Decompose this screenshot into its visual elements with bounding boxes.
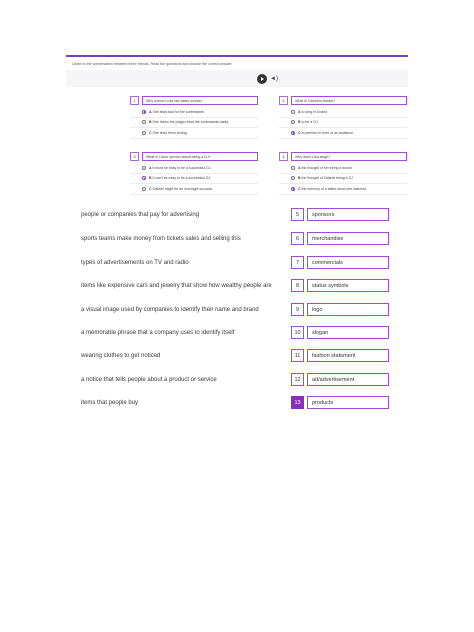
option-c[interactable]: C to perform in front of an audience bbox=[279, 128, 407, 139]
question-number: 3 bbox=[130, 152, 139, 161]
option-c[interactable]: C She finds them boring. bbox=[130, 128, 258, 139]
play-icon[interactable] bbox=[257, 74, 267, 84]
answer-field[interactable]: products bbox=[307, 396, 389, 409]
option-c[interactable]: C the memory of a talent show she watched bbox=[279, 184, 407, 195]
radio-icon[interactable] bbox=[291, 120, 295, 124]
question-number: 1 bbox=[130, 96, 139, 105]
definition-text: a visual image used by companies to identify their name and brand bbox=[81, 307, 259, 313]
question-text: Why does Lisa laugh? bbox=[291, 152, 407, 161]
answer-field[interactable]: slogan bbox=[307, 326, 389, 339]
radio-icon[interactable] bbox=[142, 166, 146, 170]
definition-text: items that people buy bbox=[81, 400, 139, 406]
answer-field[interactable]: sponsors bbox=[307, 208, 389, 221]
radio-selected-icon[interactable] bbox=[291, 131, 295, 135]
radio-icon[interactable] bbox=[142, 131, 146, 135]
item-number: 8 bbox=[291, 279, 304, 292]
match-row bbox=[81, 303, 391, 317]
answer-field[interactable]: ad/advertisement bbox=[307, 373, 389, 386]
question-text: Why doesn't Lisa like talent shows? bbox=[142, 96, 258, 105]
definition-text: types of advertisements on TV and radio bbox=[81, 260, 189, 266]
match-row bbox=[81, 326, 391, 340]
top-divider bbox=[66, 55, 408, 57]
definition-text: a notice that tells people about a product or service bbox=[81, 377, 217, 383]
question-text: What is Lisa's opinion about being a DJ? bbox=[142, 152, 258, 161]
radio-icon[interactable] bbox=[291, 110, 295, 114]
match-row bbox=[81, 349, 391, 363]
definition-text: a memorable phrase that a company uses to identify itself bbox=[81, 330, 235, 336]
match-row bbox=[81, 396, 391, 410]
radio-icon[interactable] bbox=[142, 187, 146, 191]
match-row bbox=[81, 279, 391, 293]
option-a[interactable]: A the thought of her being a doctor bbox=[279, 163, 407, 174]
option-b[interactable]: B the thought of Gabriel being a DJ bbox=[279, 174, 407, 185]
item-number: 7 bbox=[291, 256, 304, 269]
option-b[interactable]: B She thinks the judges treat the contestants badly. bbox=[130, 118, 258, 129]
item-number: 9 bbox=[291, 303, 304, 316]
option-b[interactable]: B to be a DJ bbox=[279, 118, 407, 129]
item-number: 6 bbox=[291, 232, 304, 245]
question-number: 4 bbox=[279, 152, 288, 161]
match-row bbox=[81, 256, 391, 270]
radio-icon[interactable] bbox=[142, 120, 146, 124]
item-number-active: 13 bbox=[291, 396, 304, 409]
definition-text: people or companies that pay for advertising bbox=[81, 212, 200, 218]
answer-field[interactable]: logo bbox=[307, 303, 389, 316]
definition-text: sports teams make money from tickets sales and selling this bbox=[81, 236, 241, 242]
answer-field[interactable]: fashion statement bbox=[307, 349, 389, 362]
radio-selected-icon[interactable] bbox=[142, 110, 146, 114]
question-1 bbox=[130, 96, 258, 139]
radio-selected-icon[interactable] bbox=[291, 187, 295, 191]
definition-text: items like expensive cars and jewelry that show how wealthy people are bbox=[81, 283, 272, 289]
question-3 bbox=[130, 152, 258, 195]
question-2 bbox=[279, 96, 407, 139]
question-text: What is Gabriel's dream? bbox=[291, 96, 407, 105]
radio-selected-icon[interactable] bbox=[142, 176, 146, 180]
radio-icon[interactable] bbox=[291, 176, 295, 180]
option-c[interactable]: C Gabriel might be an overnight success. bbox=[130, 184, 258, 195]
option-a[interactable]: A to sing in a band bbox=[279, 107, 407, 118]
item-number: 12 bbox=[291, 373, 304, 386]
definition-text: wearing clothes to get noticed bbox=[81, 353, 161, 359]
volume-icon[interactable]: ◄) bbox=[270, 76, 278, 82]
option-a[interactable]: A It must be easy to be a successful DJ. bbox=[130, 163, 258, 174]
question-number: 2 bbox=[279, 96, 288, 105]
answer-field[interactable]: merchandise bbox=[307, 232, 389, 245]
answer-field[interactable]: commercials bbox=[307, 256, 389, 269]
answer-field[interactable]: status symbols bbox=[307, 279, 389, 292]
audio-player-bar bbox=[66, 70, 408, 87]
match-row bbox=[81, 373, 391, 387]
option-b[interactable]: B It can't be easy to be a successful DJ. bbox=[130, 174, 258, 185]
option-a[interactable]: A She finds bad for the contestants. bbox=[130, 107, 258, 118]
match-row bbox=[81, 232, 391, 246]
instructions-text: Listen to the conversation between three friends. Read the questions and choose the correct answer. bbox=[72, 62, 233, 66]
item-number: 10 bbox=[291, 326, 304, 339]
match-row bbox=[81, 208, 391, 222]
item-number: 5 bbox=[291, 208, 304, 221]
question-4 bbox=[279, 152, 407, 195]
radio-icon[interactable] bbox=[291, 166, 295, 170]
item-number: 11 bbox=[291, 349, 304, 362]
